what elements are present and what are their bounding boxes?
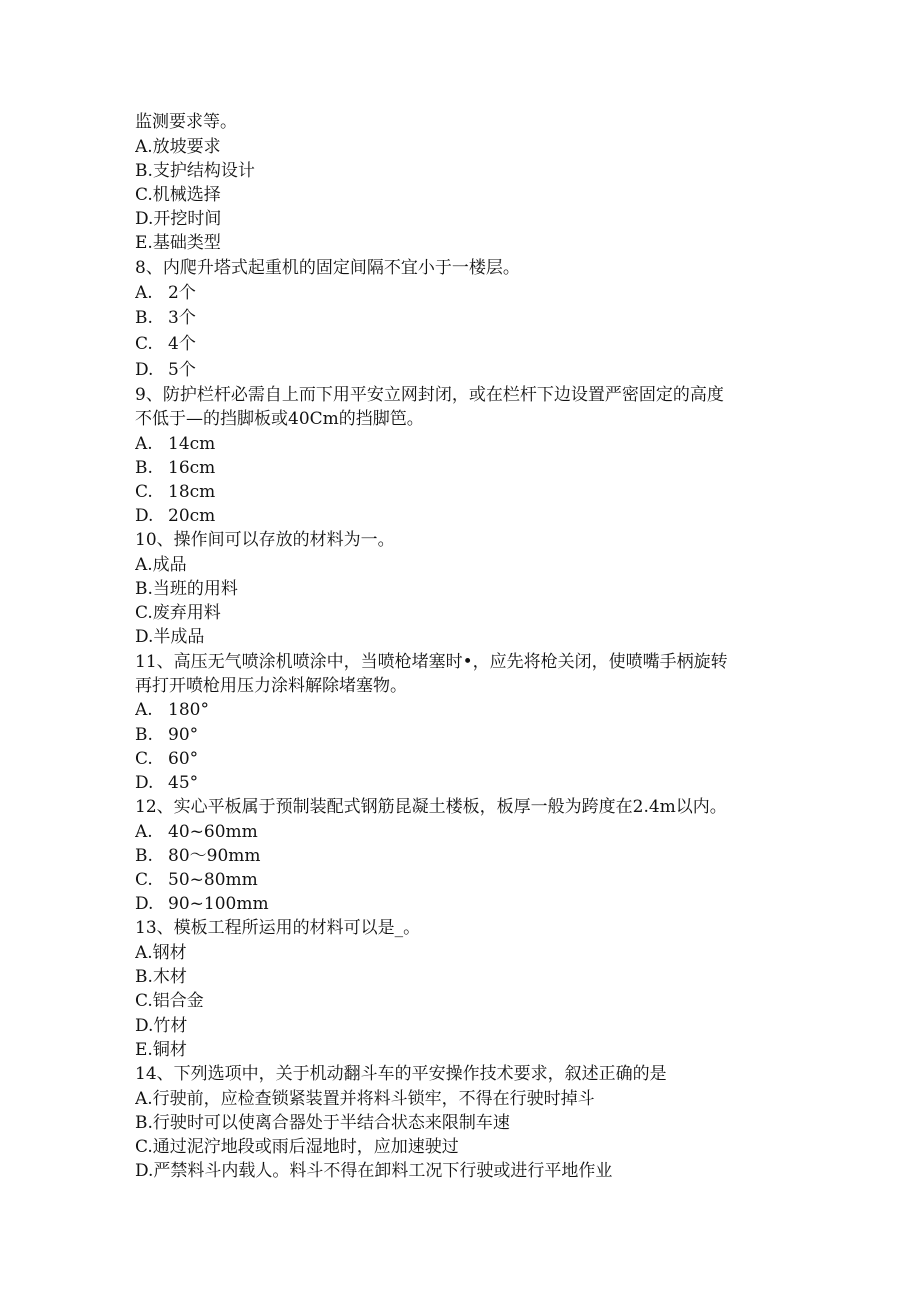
option-d: D.竹材 — [135, 1015, 188, 1036]
option-text: 14cm — [168, 433, 216, 454]
question-stem-line-2: 不低于—的挡脚板或40Cm的挡脚笆。 — [135, 409, 424, 430]
option-text: 18cm — [168, 481, 216, 502]
option-c: C.废弃用料 — [135, 603, 221, 624]
question-10 — [135, 528, 795, 649]
option-a — [135, 698, 795, 722]
option-prefix: D. — [135, 772, 154, 793]
question-stem: 8、内爬升塔式起重机的固定间隔不宜小于一楼层。 — [135, 257, 520, 278]
option-a — [135, 820, 795, 844]
option-prefix: D. — [135, 359, 154, 380]
document-body — [135, 110, 795, 1183]
option-prefix: B. — [135, 307, 153, 328]
option-e: E.铜材 — [135, 1039, 187, 1060]
option-b — [135, 305, 795, 331]
option-prefix: A. — [135, 821, 153, 842]
option-c — [135, 331, 795, 357]
option-b: B.行驶时可以使离合器处于半结合状态来限制车速 — [135, 1112, 510, 1133]
option-d — [135, 892, 795, 916]
option-prefix: A. — [135, 700, 153, 721]
question-stem: 13、模板工程所运用的材料可以是_。 — [135, 918, 421, 939]
question-8 — [135, 256, 795, 383]
option-b — [135, 723, 795, 747]
option-a: A.放坡要求 — [135, 136, 221, 157]
question-7-continuation — [135, 110, 795, 256]
option-text: 45° — [168, 772, 199, 793]
option-text: 40~60mm — [168, 821, 258, 842]
option-b — [135, 844, 795, 868]
option-e: E.基础类型 — [135, 233, 221, 254]
option-b: B.支护结构设计 — [135, 160, 255, 181]
question-stem-line-1: 11、高压无气喷涂机喷涂中，当喷枪堵塞时•，应先将枪关闭，使喷嘴手柄旋转 — [135, 651, 728, 672]
option-text: 80〜90mm — [168, 845, 261, 866]
option-d — [135, 771, 795, 795]
option-text: 90~100mm — [168, 894, 269, 915]
option-d: D.半成品 — [135, 627, 205, 648]
option-c — [135, 480, 795, 504]
option-text: 180° — [168, 700, 209, 721]
option-text: 90° — [168, 724, 199, 745]
option-d — [135, 357, 795, 383]
option-text: 4个 — [168, 333, 196, 354]
option-a — [135, 280, 795, 305]
question-11 — [135, 650, 795, 796]
option-d: D.开挖时间 — [135, 209, 222, 230]
option-c: C.机械选择 — [135, 184, 221, 205]
option-c — [135, 868, 795, 892]
option-a — [135, 432, 795, 456]
option-a: A.行驶前，应检查锁紧装置并将料斗锁牢，不得在行驶时掉斗 — [135, 1088, 595, 1109]
option-text: 50~80mm — [168, 870, 258, 891]
option-text: 5个 — [168, 359, 196, 380]
option-prefix: C. — [135, 870, 153, 891]
option-text: 16cm — [168, 457, 216, 478]
option-text: 60° — [168, 748, 199, 769]
question-14 — [135, 1062, 795, 1183]
option-a: A.成品 — [135, 554, 187, 575]
question-12 — [135, 795, 795, 916]
question-stem: 14、下列选项中，关于机动翻斗车的平安操作技术要求，叙述正确的是 — [135, 1064, 667, 1084]
option-prefix: D. — [135, 894, 154, 915]
option-prefix: B. — [135, 724, 153, 745]
option-text: 20cm — [168, 506, 216, 527]
question-9 — [135, 383, 795, 529]
option-text: 3个 — [168, 307, 196, 328]
question-stem-line-2: 再打开喷枪用压力涂料解除堵塞物。 — [135, 676, 407, 697]
option-prefix: A. — [135, 283, 153, 304]
option-c: C.铝合金 — [135, 991, 204, 1012]
option-c — [135, 747, 795, 771]
option-prefix: A. — [135, 433, 153, 454]
option-d — [135, 504, 795, 528]
option-prefix: B. — [135, 845, 153, 866]
question-stem: 监测要求等。 — [135, 112, 237, 132]
option-d: D.严禁料斗内载人。料斗不得在卸料工况下行驶或进行平地作业 — [135, 1161, 613, 1182]
option-prefix: C. — [135, 481, 153, 502]
option-b: B.当班的用料 — [135, 579, 238, 600]
option-text: 2个 — [168, 283, 196, 304]
question-13 — [135, 916, 795, 1062]
option-prefix: C. — [135, 748, 153, 769]
option-b: B.木材 — [135, 967, 187, 988]
question-stem: 10、操作间可以存放的材料为一。 — [135, 530, 395, 551]
option-prefix: D. — [135, 506, 154, 527]
option-prefix: B. — [135, 457, 153, 478]
question-stem: 12、实心平板属于预制装配式钢筋昆凝土楼板，板厚一般为跨度在2.4m以内。 — [135, 797, 727, 818]
option-prefix: C. — [135, 333, 153, 354]
option-b — [135, 456, 795, 480]
question-stem-line-1: 9、防护栏杆必需自上而下用平安立网封闭，或在栏杆下边设置严密固定的高度 — [135, 384, 724, 405]
option-a: A.钢材 — [135, 943, 187, 964]
option-c: C.通过泥泞地段或雨后湿地时，应加速驶过 — [135, 1136, 459, 1157]
